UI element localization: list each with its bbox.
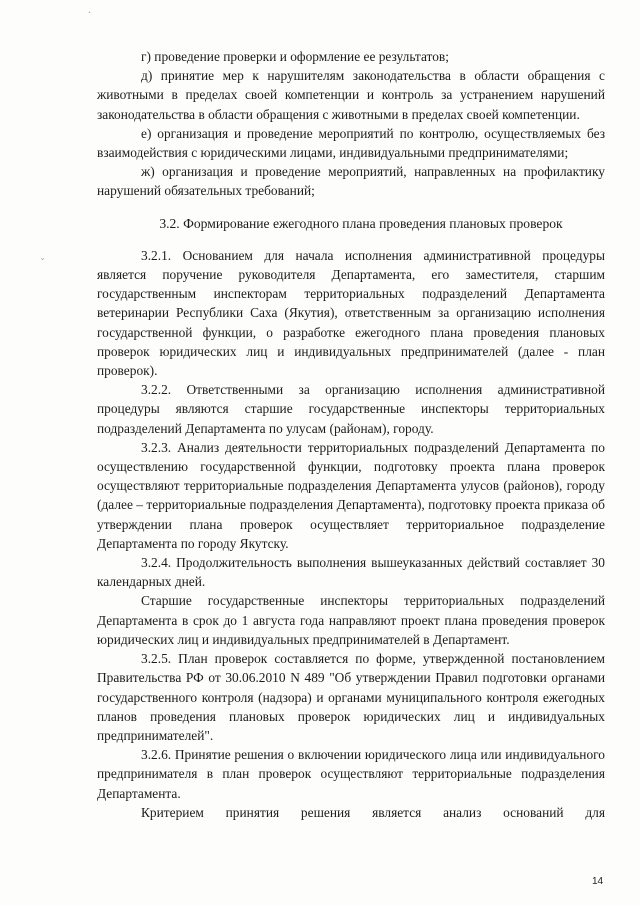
section-heading: 3.2. Формирование ежегодного плана проведения плановых проверок <box>159 215 563 231</box>
page-number: 14 <box>592 876 604 887</box>
scan-speck: ˇ <box>40 258 45 269</box>
document-body <box>97 47 605 822</box>
paragraph-3-2-6: 3.2.6. Принятие решения о включении юридического лица или индивидуального предпринимателя в план проверок осуществляют территориальные подразделения Департамента. <box>97 747 605 801</box>
paragraph-criterion: Критерием принятия решения является анализ оснований для <box>141 804 605 820</box>
paragraph-3-2-5: 3.2.5. План проверок составляется по форме, утвержденной постановлением Правительства РФ от 30.06.2010 N 489 "Об утверждении Правил подготовки органами государственного контроля (надзора) и органами муниципального контроля ежегодных планов проведения плановых проверок юридических лиц и индивидуальных предпринимателей". <box>97 651 605 743</box>
list-item-d: д) принятие мер к нарушителям законодательства в области обращения с животными в пределах своей компетенции и контроль за устранением нарушений законодательства в области обращения с животными в пределах своей компетенции. <box>97 68 605 122</box>
paragraph-3-2-2: 3.2.2. Ответственными за организацию исполнения административной процедуры являются старшие государственные инспекторы территориальных подразделений Департамента по улусам (районам), городу. <box>97 382 605 436</box>
list-item-e: е) организация и проведение мероприятий по контролю, осуществляемых без взаимодействия с юридическими лицами, индивидуальными предпринимателями; <box>97 125 605 161</box>
list-item-zh: ж) организация и проведение мероприятий, направленных на профилактику нарушений обязательных требований; <box>97 164 605 199</box>
paragraph-3-2-4: 3.2.4. Продолжительность выполнения вышеуказанных действий составляет 30 календарных дней. <box>97 555 605 590</box>
paragraph-3-2-1: 3.2.1. Основанием для начала исполнения административной процедуры является поручение руководителя Департамента, его заместителя, старшим государственным инспекторам территориальных подразделений Департамента ветеринарии Республики Саха (Якутия), ответственным за организацию исполнения государственной функции, о разработке ежегодного плана проведения плановых проверок юридических лиц и индивидуальных предпринимателей (далее - план проверок). <box>97 247 605 379</box>
paragraph-3-2-3: 3.2.3. Анализ деятельности территориальных подразделений Департамента по осуществлению государственной функции, подготовку проекта плана проверок осуществляют территориальные подразделения Департамента улусов (районов), городу (далее – территориальные подразделения Департамента), подготовку проекта приказа об утверждении плана проверок осуществляет территориальное подразделение Департамента по городу Якутску. <box>97 439 605 551</box>
scan-speck: · <box>88 8 92 19</box>
list-item-g: г) проведение проверки и оформление ее результатов; <box>141 49 449 64</box>
paragraph-inspectors: Старшие государственные инспекторы территориальных подразделений Департамента в срок до 1 августа года направляют проект плана проведения проверок юридических лиц и индивидуальных предпринимателей в Департамент. <box>97 593 605 647</box>
